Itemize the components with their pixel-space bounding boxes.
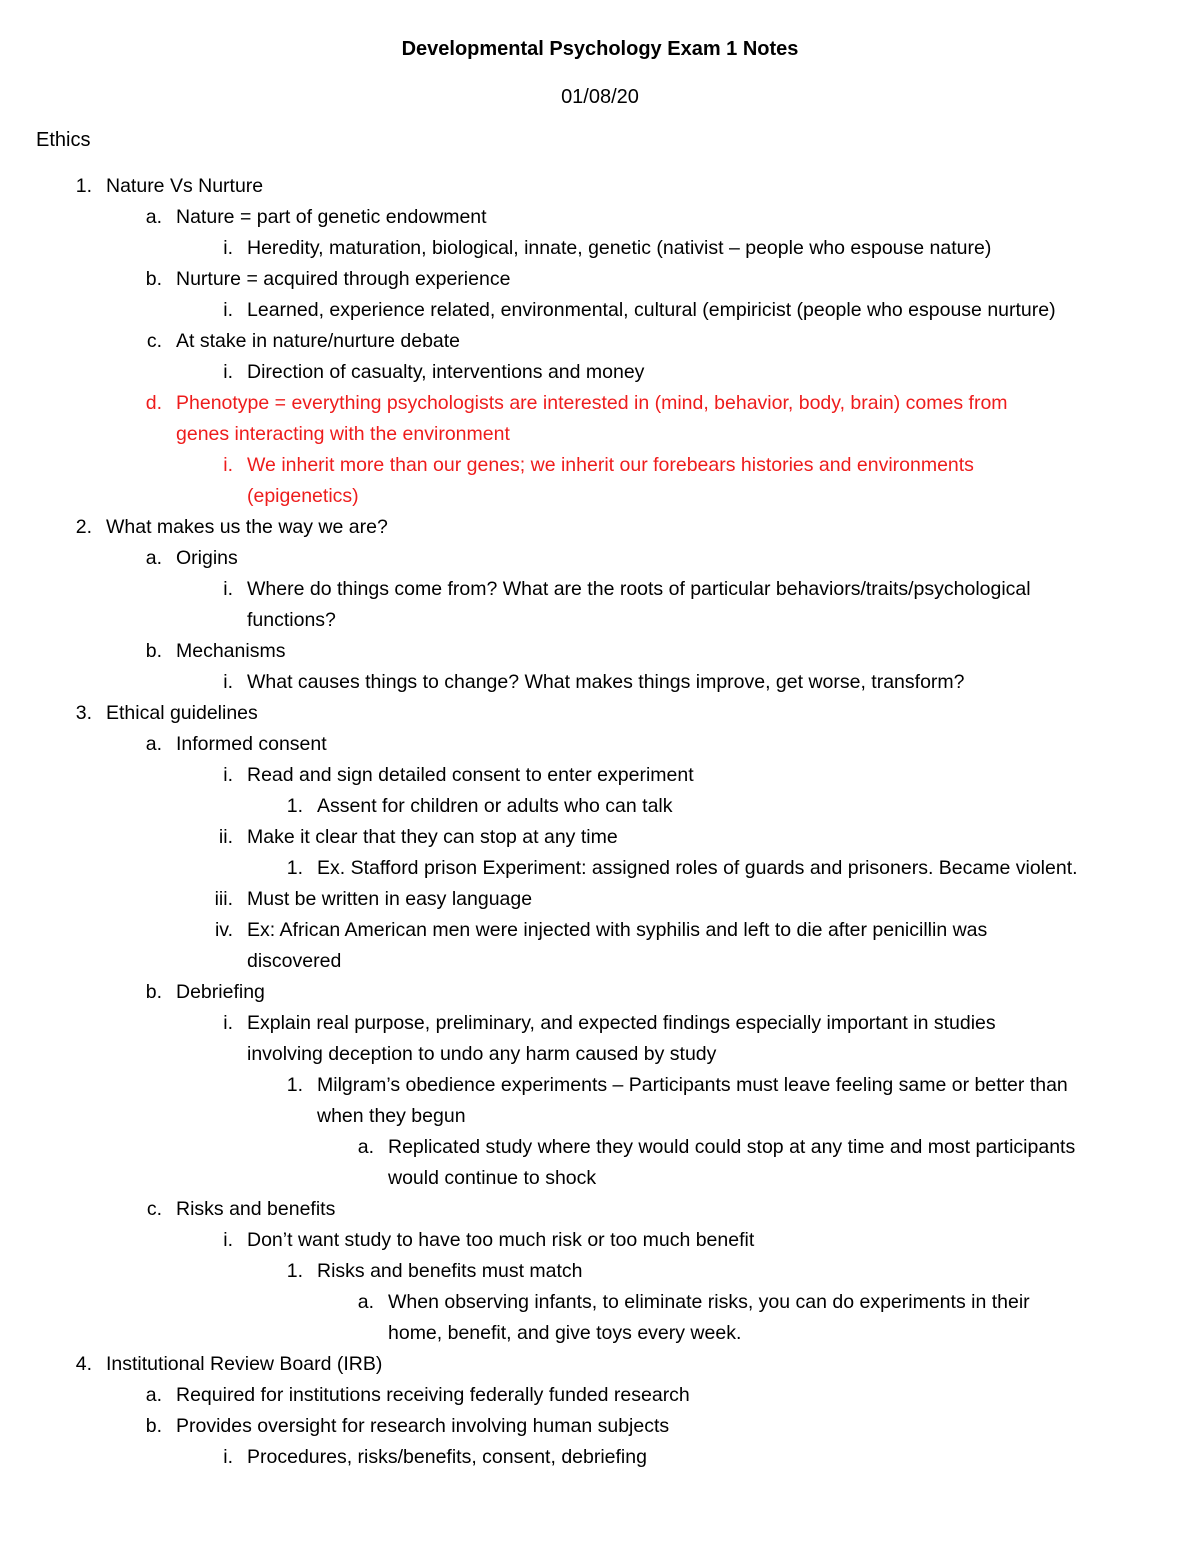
list-item-text: Where do things come from? What are the roots of particular behaviors/traits/psychological bbox=[247, 578, 1031, 600]
list-marker: a. bbox=[357, 1136, 374, 1158]
list-marker: i. bbox=[223, 299, 233, 321]
document-date: 01/08/20 bbox=[561, 86, 639, 108]
list-marker: ii. bbox=[218, 826, 233, 848]
list-marker: i. bbox=[223, 1229, 233, 1251]
list-item-text: At stake in nature/nurture debate bbox=[176, 330, 461, 352]
list-item-text: Origins bbox=[176, 547, 238, 569]
list-item-text: Debriefing bbox=[176, 981, 265, 1003]
list-item-text: discovered bbox=[247, 950, 342, 972]
list-item-text: Risks and benefits must match bbox=[317, 1260, 583, 1282]
list-marker: 3. bbox=[75, 702, 92, 724]
list-marker: a. bbox=[145, 547, 162, 569]
list-item-text: Don’t want study to have too much risk or too much benefit bbox=[247, 1229, 755, 1251]
list-marker: b. bbox=[145, 268, 162, 290]
list-item-text: Direction of casualty, interventions and money bbox=[247, 361, 645, 383]
list-marker: a. bbox=[145, 733, 162, 755]
list-marker: a. bbox=[145, 1384, 162, 1406]
section-heading: Ethics bbox=[36, 129, 91, 151]
list-marker: a. bbox=[357, 1291, 374, 1313]
list-marker: b. bbox=[145, 1415, 162, 1437]
list-item-text: Mechanisms bbox=[176, 640, 286, 662]
list-item-text: Risks and benefits bbox=[176, 1198, 336, 1220]
list-item-text: Nature Vs Nurture bbox=[106, 175, 264, 197]
list-item-text: Learned, experience related, environmental, cultural (empiricist (people who espouse nurture) bbox=[247, 299, 1056, 321]
list-item-text: Nature = part of genetic endowment bbox=[176, 206, 487, 228]
list-marker: i. bbox=[223, 1012, 233, 1034]
list-item-text: Provides oversight for research involving human subjects bbox=[176, 1415, 670, 1437]
list-item-text: Procedures, risks/benefits, consent, debriefing bbox=[247, 1446, 647, 1468]
document-title: Developmental Psychology Exam 1 Notes bbox=[401, 38, 799, 60]
list-item-text: Assent for children or adults who can talk bbox=[317, 795, 673, 817]
list-item-text: involving deception to undo any harm caused by study bbox=[247, 1043, 717, 1065]
list-item-text: (epigenetics) bbox=[247, 485, 359, 507]
list-item-text: Required for institutions receiving federally funded research bbox=[176, 1384, 690, 1406]
list-marker: i. bbox=[223, 237, 233, 259]
list-item-text: Ethical guidelines bbox=[106, 702, 258, 724]
list-marker: i. bbox=[223, 454, 233, 476]
list-marker: 1. bbox=[75, 175, 92, 197]
list-item-text: What makes us the way we are? bbox=[106, 516, 388, 538]
list-marker: b. bbox=[145, 640, 162, 662]
list-marker: 1. bbox=[286, 1074, 303, 1096]
list-marker: iv. bbox=[214, 919, 233, 941]
list-marker: i. bbox=[223, 578, 233, 600]
list-marker: iii. bbox=[214, 888, 233, 910]
list-item-text: when they begun bbox=[317, 1105, 466, 1127]
list-item-text: functions? bbox=[247, 609, 336, 631]
list-marker: a. bbox=[145, 206, 162, 228]
list-marker: 1. bbox=[286, 857, 303, 879]
list-item-text: Nurture = acquired through experience bbox=[176, 268, 511, 290]
list-marker: c. bbox=[146, 330, 162, 352]
list-item-text: We inherit more than our genes; we inherit our forebears histories and environments bbox=[247, 454, 974, 476]
list-marker: d. bbox=[145, 392, 162, 414]
list-marker: 1. bbox=[286, 795, 303, 817]
list-item-text: Institutional Review Board (IRB) bbox=[106, 1353, 383, 1375]
list-item-text: What causes things to change? What makes things improve, get worse, transform? bbox=[247, 671, 965, 693]
list-item-text: Read and sign detailed consent to enter experiment bbox=[247, 764, 694, 786]
list-marker: c. bbox=[146, 1198, 162, 1220]
list-item-text: genes interacting with the environment bbox=[176, 423, 510, 445]
list-item-text: home, benefit, and give toys every week. bbox=[388, 1322, 742, 1344]
list-marker: 1. bbox=[286, 1260, 303, 1282]
list-marker: i. bbox=[223, 671, 233, 693]
list-marker: b. bbox=[145, 981, 162, 1003]
list-item-text: would continue to shock bbox=[388, 1167, 597, 1189]
list-item-text: Phenotype = everything psychologists are interested in (mind, behavior, body, brain) comes from bbox=[176, 392, 1008, 414]
list-item-text: Heredity, maturation, biological, innate, genetic (nativist – people who espouse nature) bbox=[247, 237, 992, 259]
list-item-text: Ex: African American men were injected with syphilis and left to die after penicillin was bbox=[247, 919, 988, 941]
list-item-text: Informed consent bbox=[176, 733, 327, 755]
list-marker: i. bbox=[223, 361, 233, 383]
list-item-text: Explain real purpose, preliminary, and expected findings especially important in studies bbox=[247, 1012, 996, 1034]
list-item-text: Make it clear that they can stop at any time bbox=[247, 826, 618, 848]
list-item-text: Ex. Stafford prison Experiment: assigned roles of guards and prisoners. Became violent. bbox=[317, 857, 1078, 879]
list-item-text: Milgram’s obedience experiments – Participants must leave feeling same or better than bbox=[317, 1074, 1068, 1096]
list-item-text: Must be written in easy language bbox=[247, 888, 533, 910]
list-marker: 4. bbox=[75, 1353, 92, 1375]
list-marker: i. bbox=[223, 1446, 233, 1468]
list-item-text: When observing infants, to eliminate risks, you can do experiments in their bbox=[388, 1291, 1030, 1313]
list-item-text: Replicated study where they would could stop at any time and most participants bbox=[388, 1136, 1076, 1158]
list-marker: 2. bbox=[75, 516, 92, 538]
list-marker: i. bbox=[223, 764, 233, 786]
